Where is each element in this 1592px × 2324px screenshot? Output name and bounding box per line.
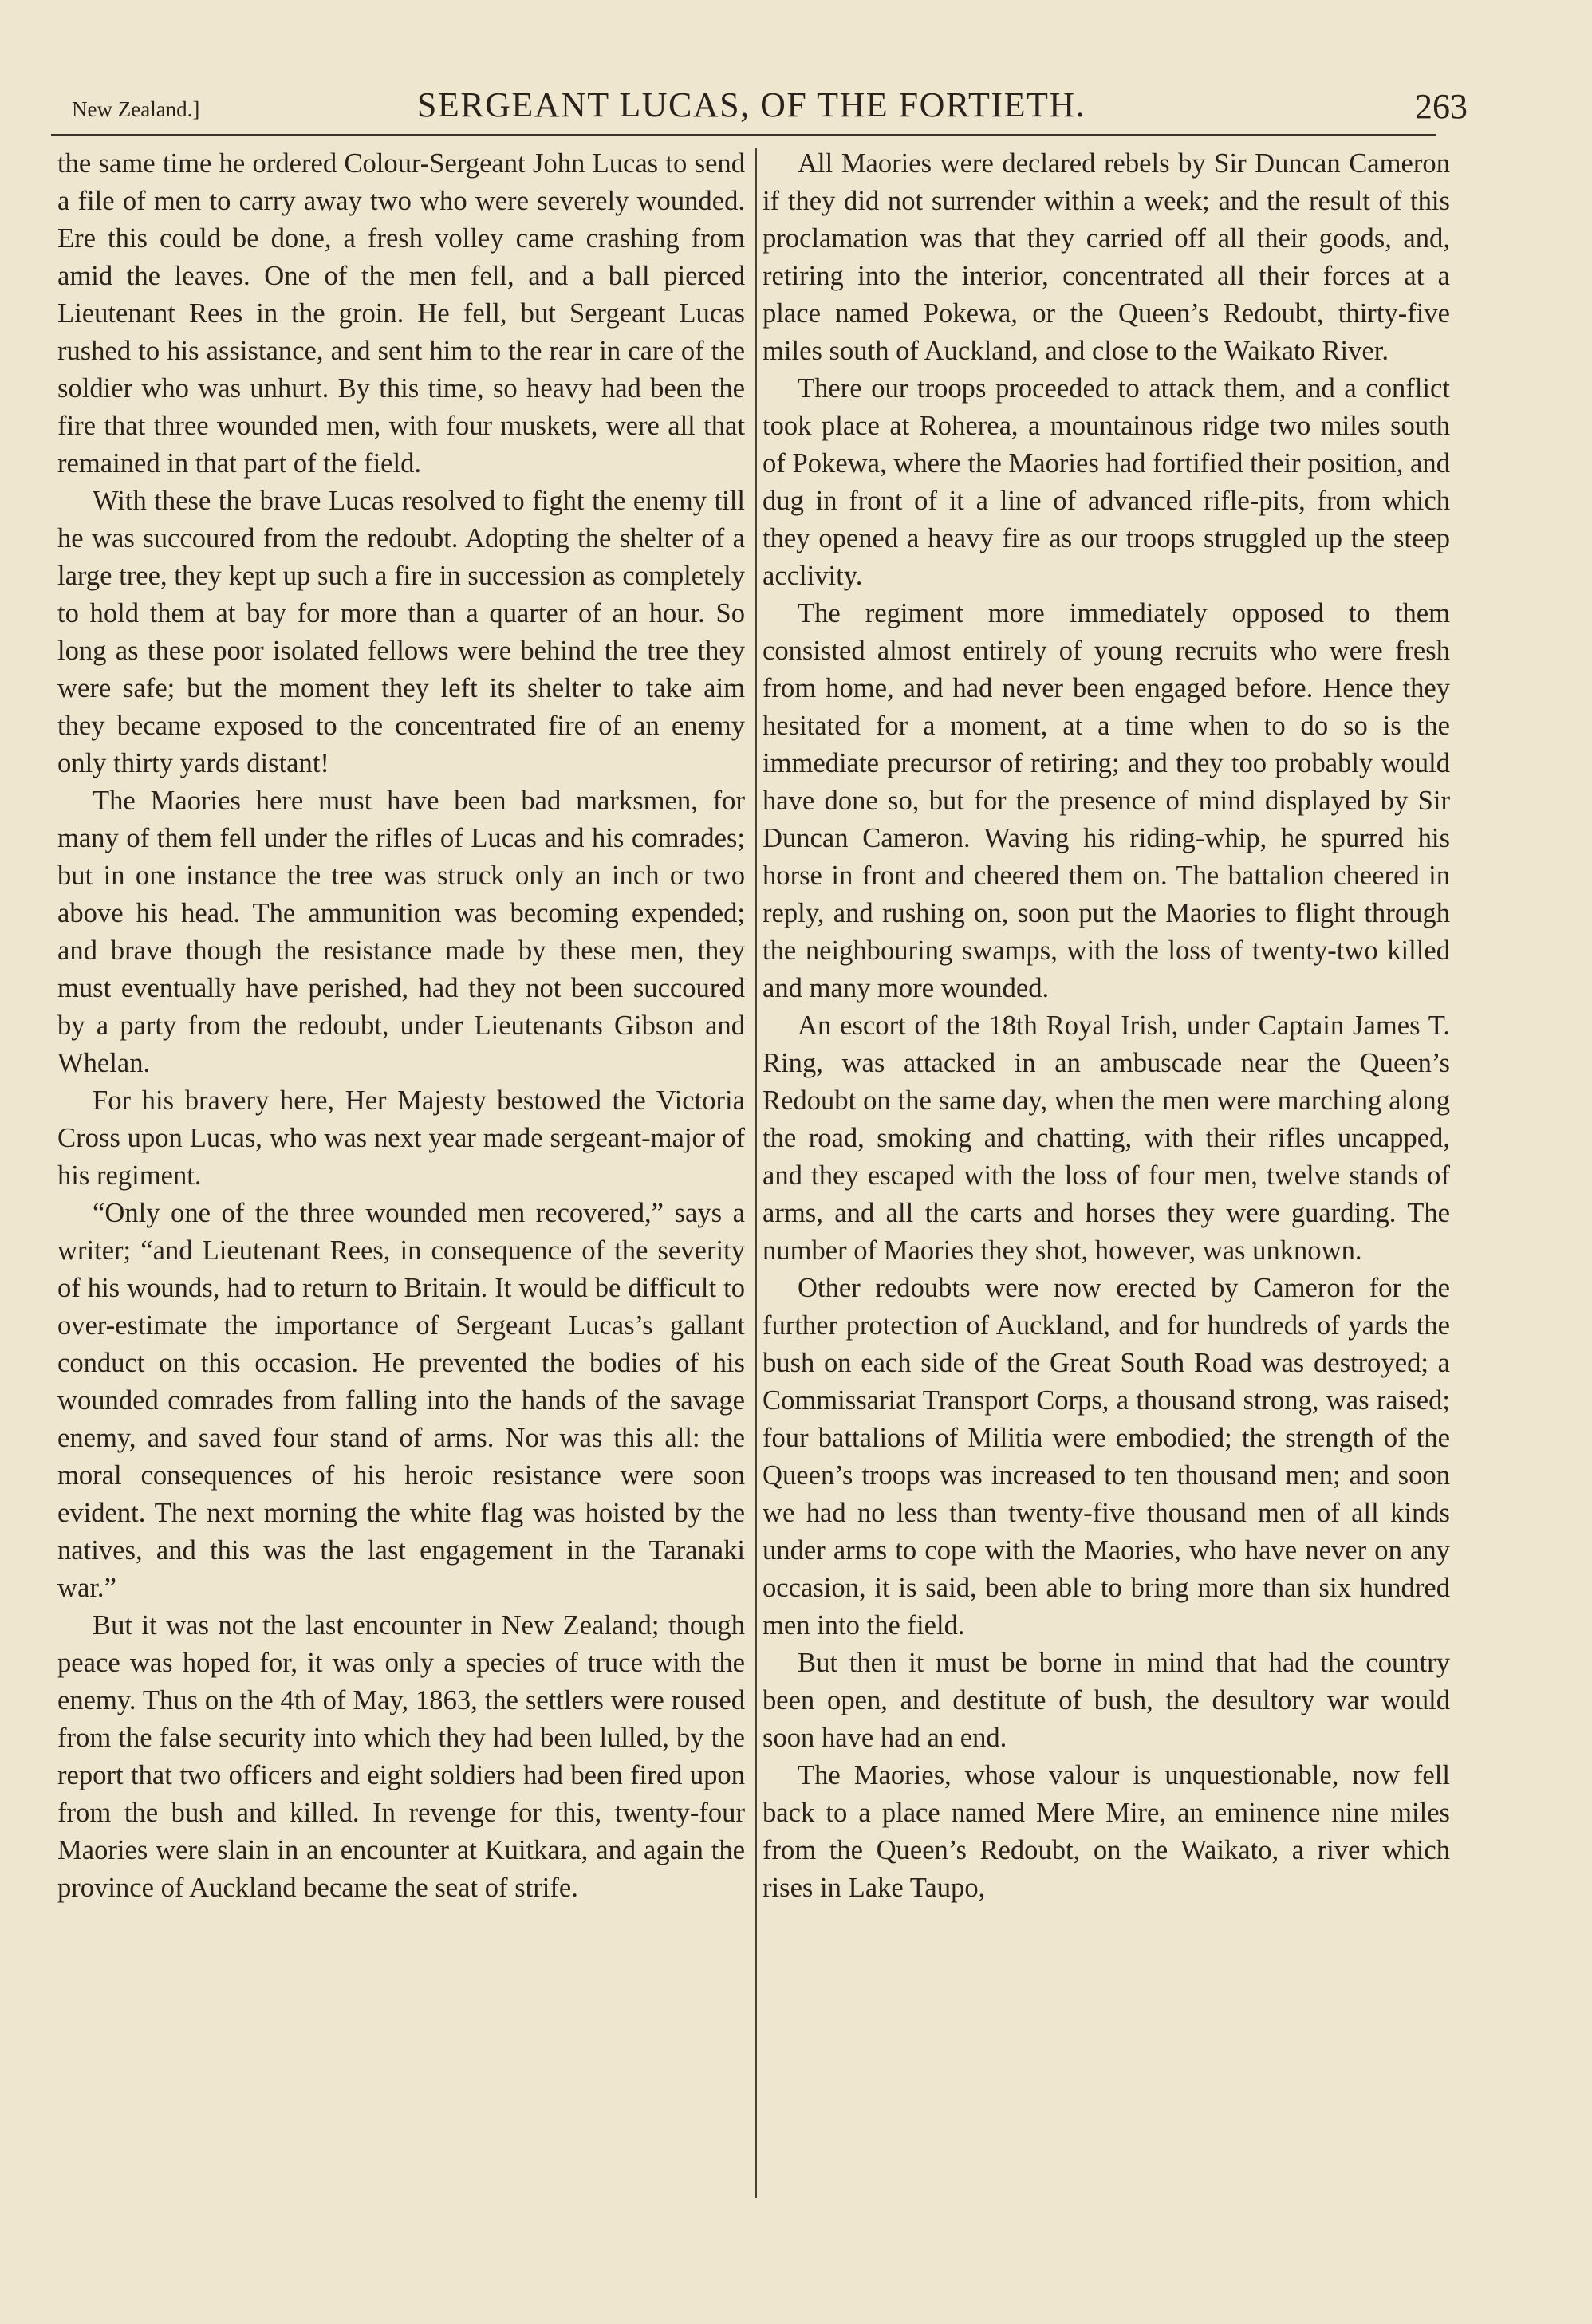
paragraph: But it was not the last encounter in New Zealand; though peace was hoped for, it was only a species of truce with the enemy. Thus on the 4th of May, 1863, the settlers were roused from the false security into which they had been lulled, by the report that two officers and eight soldiers had been fired upon from the bush and killed. In revenge for this, twenty-four Maories were slain in an encounter at Kuitkara, and again the province of Auckland became the seat of strife. [57,1610,745,1903]
paragraph: All Maories were declared rebels by Sir Duncan Cameron if they did not surrender within a week; and the result of this proclamation was that they carried off all their goods, and, retiring into the interior, concentrated all their forces at a place named Pokewa, or the Queen’s Redoubt, thirty-five miles south of Auckland, and close to the Waikato River. [763,148,1450,366]
header-title: SERGEANT LUCAS, OF THE FORTIETH. [416,85,1086,124]
paragraph: For his bravery here, Her Majesty bestowed the Victoria Cross upon Lucas, who was next year made sergeant-major of his regiment. [57,1085,745,1191]
header-section-label: New Zealand.] [72,97,200,121]
paragraph: An escort of the 18th Royal Irish, under Captain James T. Ring, was attacked in an ambuscade near the Queen’s Redoubt on the same day, when the men were marching along the road, smoking and chatting, with their rifles uncapped, and they escaped with the loss of four men, twelve stands of arms, and all the carts and horses they were guarding. The number of Maories they shot, however, was unknown. [763,1010,1450,1266]
paragraph: The Maories here must have been bad marksmen, for many of them fell under the rifles of Lucas and his comrades; but in one instance the tree was struck only an inch or two above his head. The ammunition was becoming expended; and brave though the resistance made by these men, they must eventually have perished, had they not been succoured by a party from the redoubt, under Lieutenants Gibson and Whelan. [57,786,745,1078]
paragraph: But then it must be borne in mind that had the country been open, and destitute of bush, the desultory war would soon have had an end. [763,1648,1450,1753]
paragraph: the same time he ordered Colour-Sergeant John Lucas to send a file of men to carry away two who were severely wounded. Ere this could be done, a fresh volley came crashing from amid the leaves. One of the men fell, and a ball pierced Lieutenant Rees in the groin. He fell, but Sergeant Lucas rushed to his assistance, and sent him to the rear in care of the soldier who was unhurt. By this time, so heavy had been the fire that three wounded men, with four muskets, were all that remained in that part of the field. [57,148,745,479]
running-header [51,80,1468,136]
column-divider [755,148,757,2198]
paragraph: There our troops proceeded to attack them, and a conflict took place at Roherea, a mountainous ridge two miles south of Pokewa, where the Maories had fortified their position, and dug in front of it a line of advanced rifle-pits, from which they opened a heavy fire as our troops struggled up the steep acclivity. [763,373,1450,591]
paragraph: “Only one of the three wounded men recovered,” says a writer; “and Lieutenant Rees, in consequence of the severity of his wounds, had to return to Britain. It would be difficult to over-estimate the importance of Sergeant Lucas’s gallant conduct on this occasion. He prevented the bodies of his wounded comrades from falling into the hands of the savage enemy, and saved four stand of arms. Nor was this all: the moral consequences of his heroic resistance were soon evident. The next morning the white flag was hoisted by the natives, and this was the last engagement in the Taranaki war.” [57,1198,745,1603]
paragraph: Other redoubts were now erected by Cameron for the further protection of Auckland, and for hundreds of yards the bush on each side of the Great South Road was destroyed; a Commissariat Transport Corps, a thousand strong, was raised; four battalions of Militia were embodied; the strength of the Queen’s troops was increased to ten thousand men; and soon we had no less than twenty-five thousand men of all kinds under arms to cope with the Maories, who have never on any occasion, it is said, been able to bring more than six hundred men into the field. [763,1273,1450,1641]
paragraph: The Maories, whose valour is unquestionable, now fell back to a place named Mere Mire, an eminence nine miles from the Queen’s Redoubt, on the Waikato, a river which rises in Lake Taupo, [763,1760,1450,1903]
left-column [57,145,745,1907]
header-rule [51,134,1436,136]
right-column [763,145,1450,1907]
paragraph: With these the brave Lucas resolved to fight the enemy till he was succoured from the redoubt. Adopting the shelter of a large tree, they kept up such a fire in succession as completely to hold them at bay for more than a quarter of an hour. So long as these poor isolated fellows were behind the tree they were safe; but the moment they left its shelter to take aim they became exposed to the concentrated fire of an enemy only thirty yards distant! [57,486,745,778]
paragraph: The regiment more immediately opposed to them consisted almost entirely of young recruits who were fresh from home, and had never been engaged before. Hence they hesitated for a moment, at a time when to do so is the immediate precursor of retiring; and they too probably would have done so, but for the presence of mind displayed by Sir Duncan Cameron. Waving his riding-whip, he spurred his horse in front and cheered them on. The battalion cheered in reply, and rushing on, soon put the Maories to flight through the neighbouring swamps, with the loss of twenty-two killed and many more wounded. [763,598,1450,1003]
page-number: 263 [1415,87,1468,126]
